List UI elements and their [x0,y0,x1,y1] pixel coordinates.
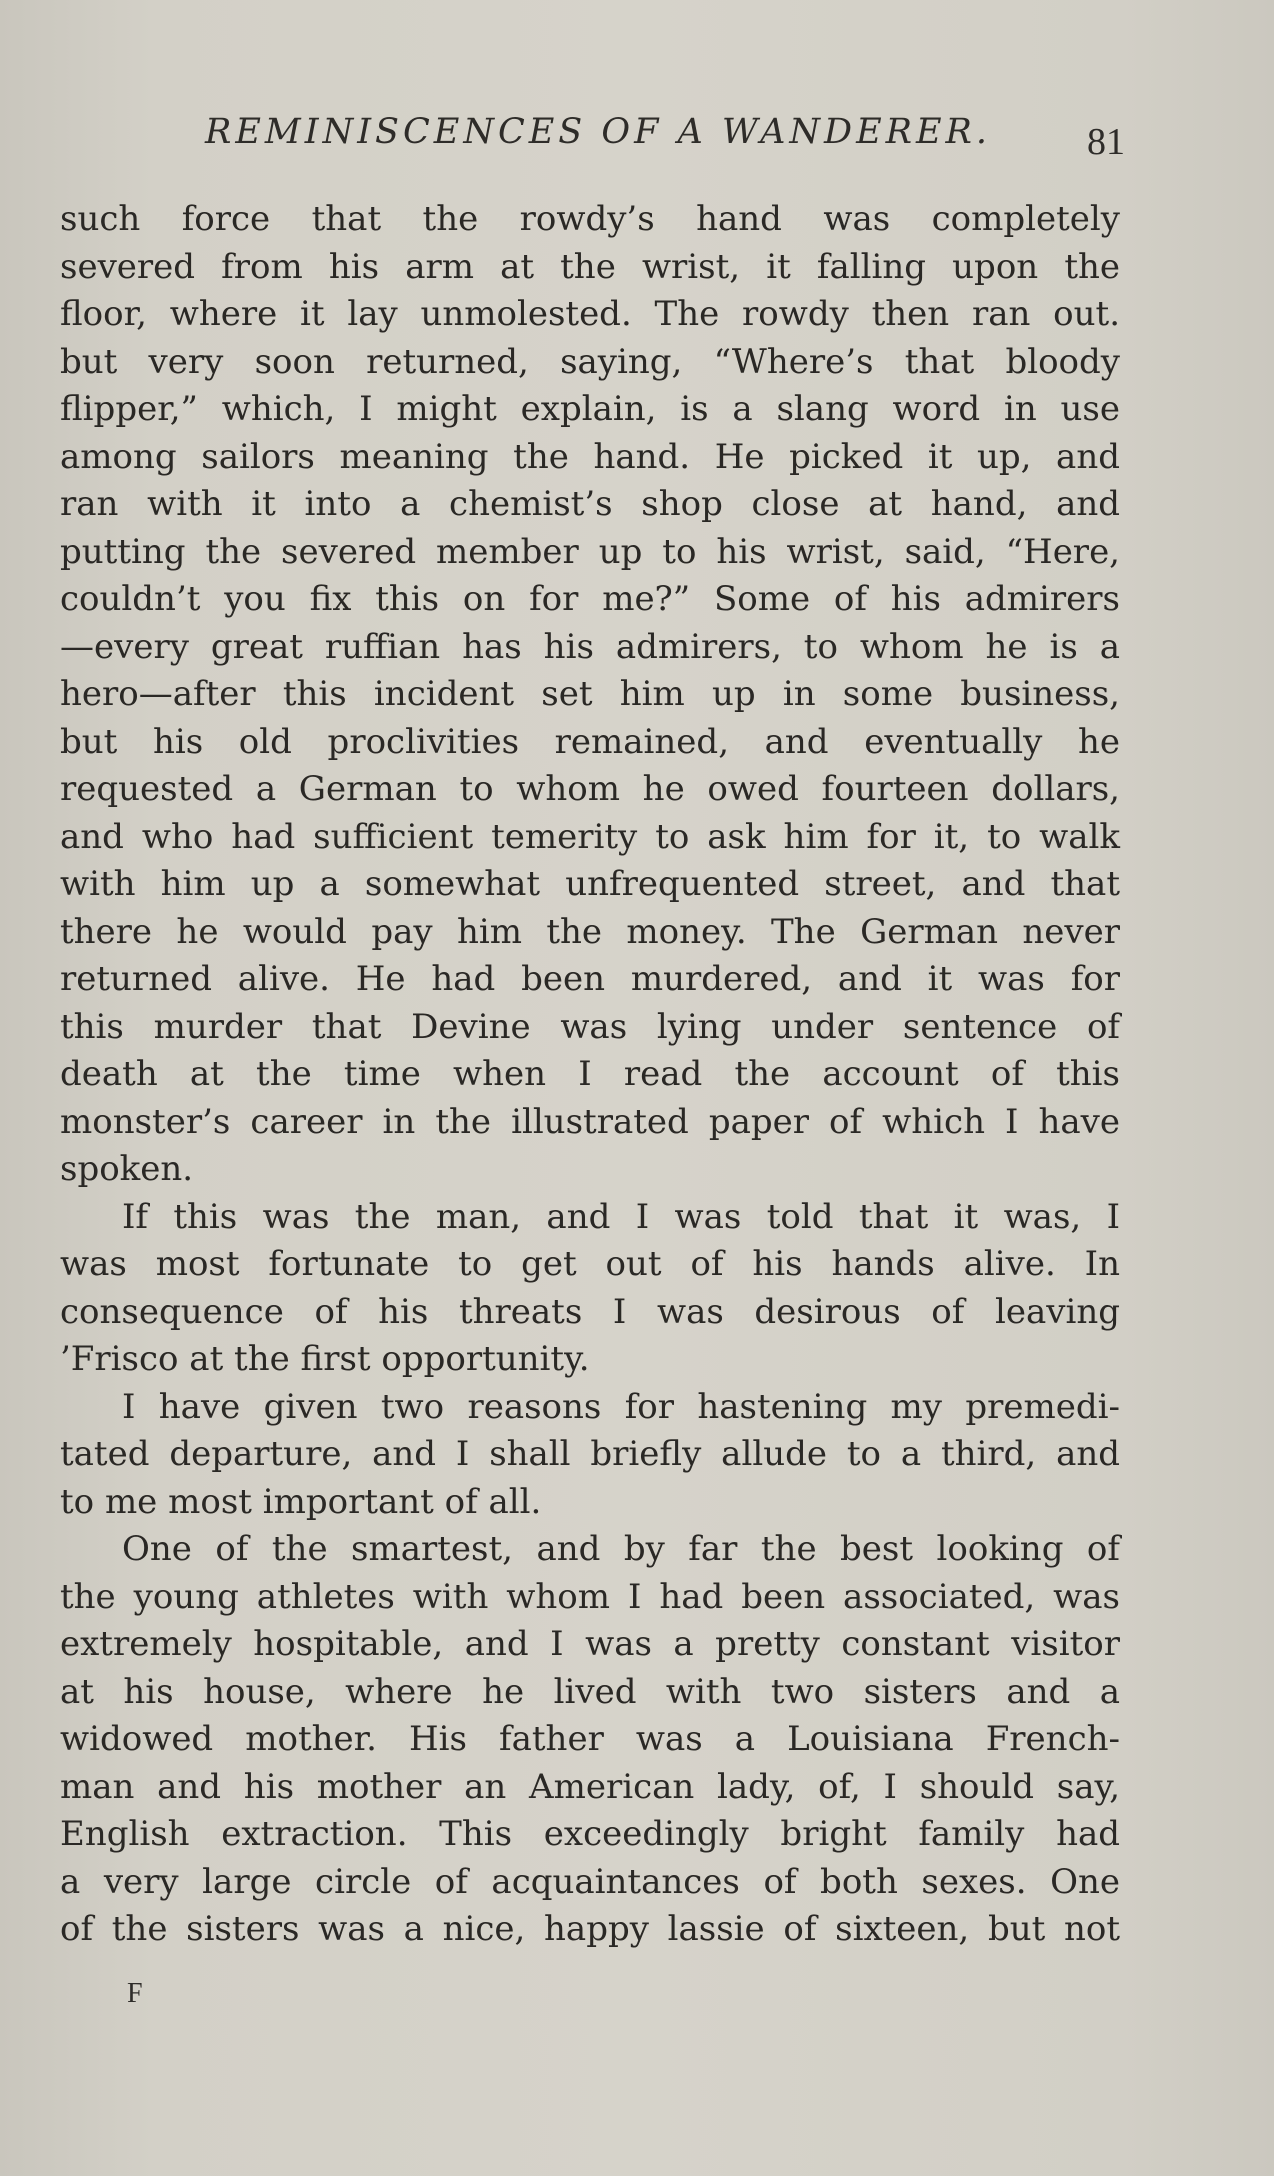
text-line: putting the severed member up to his wrist, said, “Here, [60,531,1120,572]
text-line: widowed mother. His father was a Louisiana French- [60,1719,1120,1759]
text-line: of the sisters was a nice, happy lassie of sixteen, but not [60,1909,1120,1949]
text-line: If this was the man, and I was told that it was, I [122,1196,1120,1237]
text-line: —every great ruffian has his admirers, to whom he is a [60,626,1120,667]
text-line: at his house, where he lived with two sisters and a [60,1671,1120,1712]
text-line: consequence of his threats I was desirous of leaving [60,1291,1120,1332]
text-line: the young athletes with whom I had been associated, was [60,1576,1120,1617]
text-line: to me most important of all. [60,1481,542,1522]
text-line: English extraction. This exceedingly bright family had [60,1814,1120,1854]
text-line: and who had sufficient temerity to ask him for it, to walk [60,816,1120,857]
text-line: among sailors meaning the hand. He picked it up, and [60,436,1120,477]
text-line: One of the smartest, and by far the best looking of [122,1529,1120,1569]
text-line: returned alive. He had been murdered, and it was for [60,959,1120,999]
text-line: was most fortunate to get out of his hands alive. In [60,1244,1120,1284]
text-line: ’Frisco at the first opportunity. [60,1339,590,1379]
text-line: there he would pay him the money. The German never [60,911,1120,952]
text-line: monster’s career in the illustrated paper of which I have [60,1101,1120,1142]
text-line: couldn’t you fix this on for me?” Some of his admirers [60,579,1120,619]
text-line: such force that the rowdy’s hand was completely [60,199,1120,239]
text-line: hero—after this incident set him up in some business, [60,674,1120,714]
text-line: flipper,” which, I might explain, is a slang word in use [60,389,1120,429]
page-number: 81 [1087,121,1125,163]
text-line: this murder that Devine was lying under sentence of [60,1006,1120,1047]
text-line: man and his mother an American lady, of, I should say, [60,1766,1120,1807]
text-line: a very large circle of acquaintances of both sexes. One [60,1861,1120,1902]
text-line: tated departure, and I shall briefly allude to a third, and [60,1434,1120,1474]
running-title: REMINISCENCES OF A WANDERER. [205,112,992,152]
signature-mark: F [127,1978,143,2009]
page-header [205,112,1125,172]
text-line: spoken. [60,1149,194,1189]
text-line: severed from his arm at the wrist, it falling upon the [60,246,1120,287]
text-line: I have given two reasons for hastening my premedi- [122,1386,1120,1427]
text-line: floor, where it lay unmolested. The rowdy then ran out. [60,294,1120,334]
text-line: requested a German to whom he owed fourteen dollars, [60,769,1120,809]
text-line: extremely hospitable, and I was a pretty constant visitor [60,1624,1120,1664]
text-line: but his old proclivities remained, and eventually he [60,721,1120,762]
text-line: with him up a somewhat unfrequented street, and that [60,864,1120,904]
text-line: death at the time when I read the account of this [60,1054,1120,1094]
text-line: but very soon returned, saying, “Where’s that bloody [60,341,1120,382]
text-line: ran with it into a chemist’s shop close at hand, and [60,484,1120,524]
body-text [60,196,1120,1954]
